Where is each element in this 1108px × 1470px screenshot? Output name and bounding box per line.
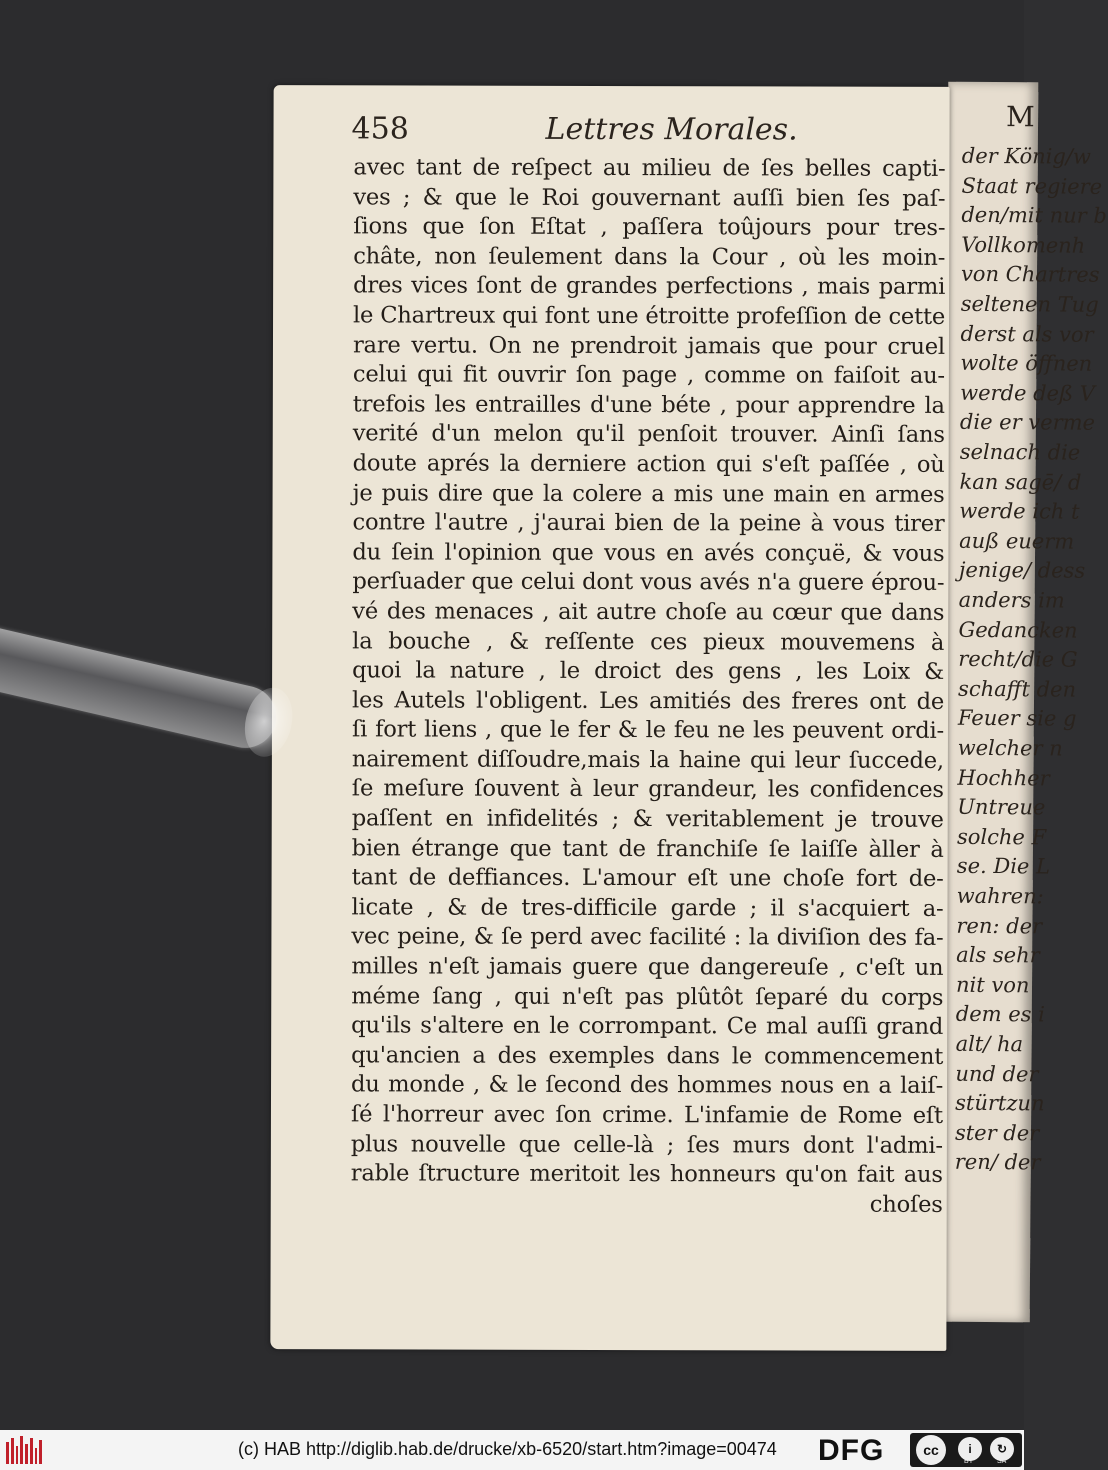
running-title: Lettres Morales. (545, 111, 798, 148)
text-line: dres vices ſont de grandes perfections , mais parmi (353, 272, 946, 301)
facing-text-line: jenige/ dess (958, 558, 1086, 584)
catchword: choſes (869, 1191, 943, 1218)
text-line: bien étrange que tant de franchiſe ſe laiſſe àller à (351, 834, 944, 863)
facing-text-line: welcher n (957, 735, 1063, 761)
facing-text-line: wolte öffnen (960, 350, 1093, 376)
facing-text-line: recht/die G (958, 646, 1078, 672)
text-line: ſi fort liens , que le fer & le feu ne les peuvent ordi- (351, 716, 945, 745)
facing-text-line: ren: der (956, 913, 1043, 938)
facing-page-lines (948, 82, 1107, 1175)
text-line: paſſent en infidelités ; & veritablement je trouve (351, 805, 944, 833)
facing-text-line: ster der (954, 1120, 1040, 1146)
dfg-logo: DFG (818, 1434, 885, 1467)
text-line: tant de deffiances. L'amour eſt une choſe fort de- (351, 864, 944, 893)
facing-text-line: alt/ ha (955, 1031, 1024, 1057)
page-body-text (351, 153, 946, 1220)
facing-text-line: se. Die L (956, 854, 1051, 879)
facing-text-line: stürtzun (955, 1090, 1045, 1116)
text-line: plus nouvelle que celle-là ; ſes murs dont l'admi- (350, 1130, 943, 1159)
text-line: le Chartreux qui font une étroitte profeſſion de cette (353, 302, 946, 330)
facing-text-line: wahren: (956, 883, 1044, 909)
text-line: méme ſang , qui n'eſt pas plûtôt ſeparé du corps (351, 982, 944, 1011)
facing-text-line: seltenen Tug (960, 291, 1099, 317)
facing-text-line: nit von (955, 972, 1030, 998)
text-line: perſuader que celui dont vous avés n'a guere éprou- (352, 568, 945, 597)
text-line: ſe meſure ſouvent à leur grandeur, les confidences (351, 775, 944, 804)
text-line: châte, non ſeulement dans la Cour , où les moin- (353, 243, 946, 271)
text-line: rare vertu. On ne prendroit jamais que pour cruel (352, 331, 946, 360)
text-line: du ſein l'opinion que vous en avés conçuë, & vous (352, 539, 945, 567)
text-line: milles n'eſt jamais guere que dangereuſe , c'eſt un (351, 953, 944, 981)
book-page (270, 85, 949, 1351)
hab-logo-icon (6, 1436, 42, 1464)
copyright-link[interactable]: (c) HAB http://diglib.hab.de/drucke/xb-6520/start.htm?image=00474 (238, 1439, 777, 1459)
text-line: vé des menaces , ait autre choſe au cœur que dans (352, 598, 945, 626)
facing-page-head: M (1005, 100, 1035, 134)
cc-license-badge[interactable] (910, 1433, 1022, 1467)
facing-text-line: als sehr (956, 942, 1040, 968)
text-line: rable ſtructure meritoit les honneurs qu'on fait aus (350, 1160, 943, 1189)
text-line: quoi la nature , le droict des gens , les Loix & (352, 657, 945, 685)
facing-text-line: Staat regiere (961, 173, 1103, 199)
facing-text-line: und der (955, 1061, 1039, 1086)
cc-by-label: BY (964, 1458, 974, 1465)
facing-text-line: schafft den (958, 676, 1077, 702)
cc-icon: cc (916, 1435, 946, 1465)
text-line: les Autels l'obligent. Les amitiés des freres ont de (352, 687, 945, 715)
viewer-footer (0, 1430, 1024, 1470)
facing-text-line: dem es i (955, 1002, 1045, 1027)
text-line: avec tant de reſpect au milieu de ſes belles capti- (353, 154, 946, 182)
facing-text-line: selnach die (959, 439, 1081, 465)
text-line: trefois les entrailles d'une béte , pour apprendre la (352, 391, 945, 419)
text-line: ſé l'horreur avec ſon crime. L'infamie de Rome eſt (350, 1101, 943, 1129)
facing-text-line: werde deß V (960, 380, 1095, 406)
text-line: je puis dire que la colere a mis une main en armes (352, 479, 945, 508)
facing-text-line: Hochher (957, 765, 1050, 791)
by-attribution-icon: i (958, 1437, 982, 1461)
facing-text-line: Vollkomenh (961, 232, 1086, 258)
text-line: ſions que ſon Eſtat , paſſera toûjours pour tres- (353, 213, 946, 242)
text-line: ves ; & que le Roi gouvernant auſſi bien ſes paſ- (353, 183, 946, 212)
facing-text-line: Untreue (957, 794, 1046, 820)
page-number: 458 (351, 111, 409, 147)
facing-text-line: von Chartres (960, 262, 1100, 288)
text-line: du monde , & le ſecond des hommes nous en a laiſ- (351, 1071, 944, 1100)
facing-text-line: die er verme (959, 410, 1096, 436)
facing-text-line: Feuer sie g (957, 706, 1077, 732)
text-line: contre l'autre , j'aurai bien de la peine à vous tirer (352, 509, 945, 538)
facing-text-line: Gedancken (958, 617, 1078, 643)
facing-text-line: kan sagē/ d (959, 469, 1082, 495)
sa-share-alike-icon: ↻ (990, 1437, 1014, 1461)
text-line: nairement diſſoudre,mais la haine qui leur ſuccede, (351, 746, 944, 774)
facing-text-line: solche F (956, 824, 1047, 850)
text-line: doute aprés la derniere action qui s'eſt paſſée , où (352, 450, 945, 478)
text-line: licate , & de tres-difficile garde ; il s'acquiert a- (351, 894, 944, 922)
facing-text-line: der König/w (961, 143, 1091, 169)
text-line: vec peine, & ſe perd avec facilité : la diviſion des fa- (351, 923, 944, 952)
facing-text-line: werde ich t (959, 498, 1080, 524)
text-line: qu'ils s'altere en le corrompant. Ce mal auſſi grand (351, 1012, 944, 1041)
text-line: qu'ancien a des exemples dans le commencement (351, 1042, 944, 1070)
facing-text-line: auß euerm (959, 528, 1075, 554)
text-line: celui qui fit ouvrir ſon page , comme on faiſoit au- (352, 361, 945, 390)
glass-rod (0, 626, 282, 754)
cc-sa-label: SA (997, 1458, 1007, 1465)
facing-text-line: derst als vor (960, 321, 1094, 347)
text-line: la bouche , & reſſente ces pieux mouvemens à (352, 627, 945, 656)
text-line: verité d'un melon qu'il penſoit trouver. Ainſi ſans (352, 420, 945, 449)
facing-text-line: den/mit nur b (961, 202, 1107, 228)
facing-page (940, 82, 1107, 1323)
facing-text-line: ren/ der (954, 1150, 1041, 1175)
facing-text-line: anders im (958, 587, 1065, 613)
